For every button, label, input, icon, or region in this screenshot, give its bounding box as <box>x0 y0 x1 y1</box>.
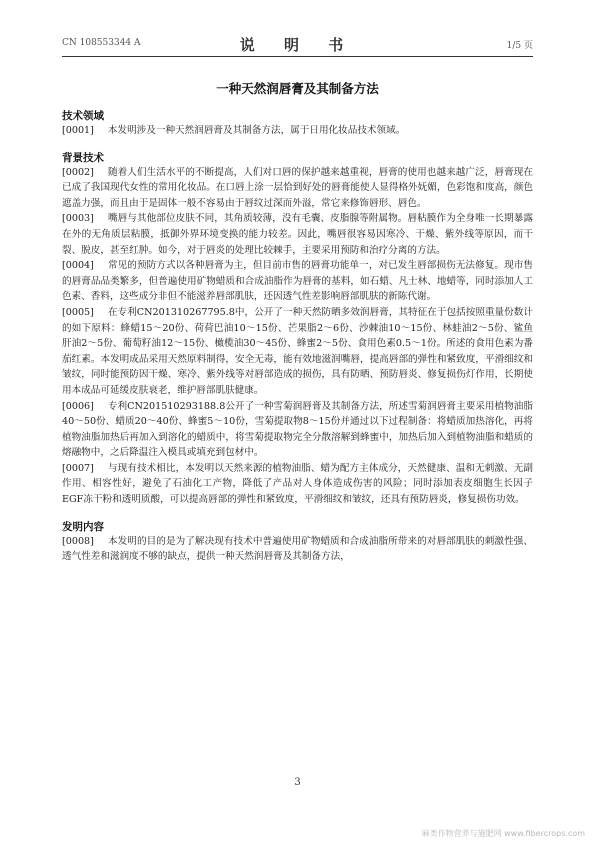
paragraph-number: [0008] <box>62 535 94 547</box>
document-body <box>62 109 533 565</box>
site-watermark: 麻类作物营养与施肥网 www.fibercrops.com <box>421 829 585 838</box>
paragraph-number: [0004] <box>62 260 94 272</box>
paragraph-0008 <box>62 534 533 565</box>
page-number: 3 <box>294 777 301 788</box>
paragraph-text: 本发明涉及一种天然润唇膏及其制备方法，属于日用化妆品技术领域。 <box>107 125 406 136</box>
header-divider <box>62 56 533 57</box>
paragraph-0004 <box>62 258 533 305</box>
section-heading-background: 背景技术 <box>62 151 104 164</box>
doc-number: CN 108553344 A <box>62 38 141 48</box>
paragraph-number: [0002] <box>62 166 94 178</box>
paragraph-number: [0003] <box>62 213 94 225</box>
paragraph-0003 <box>62 211 533 258</box>
page-header <box>62 34 533 54</box>
paragraph-text: 与现有技术相比，本发明以天然来源的植物油脂、蜡为配方主体成分，天然健康、温和无刺激、无副作用、相容性好，避免了石油化工产物，降低了产品对人身体造成伤害的风险；同时添加表皮细胞生长因子EGF冻干粉和透明质酸，可以提高唇部的弹性和紧致度，平滑细纹和皱纹，还具有预防唇炎，修复损伤功效。 <box>62 462 533 506</box>
paragraph-number: [0006] <box>62 400 94 412</box>
paragraph-0007 <box>62 461 533 508</box>
paragraph-number: [0007] <box>62 462 94 474</box>
paragraph-0001 <box>62 123 533 139</box>
page-fraction: 1/5 页 <box>506 41 533 51</box>
paragraph-number: [0005] <box>62 306 94 318</box>
section-heading-tech-field: 技术领域 <box>62 110 104 122</box>
paragraph-0002 <box>62 165 533 212</box>
paragraph-text: 在专利CN201310267795.8中，公开了一种天然防晒多效润唇膏，其特征在于包括按照重量份数计的如下原料：蜂蜡15～20份、荷荷巴油10～15份、芒果脂2～6份、沙棘油10～15份、林蛙油2～5份、鲨鱼肝油2～5份、葡萄籽油12～15份、橄榄油30～45份、蜂蜜2～5份、食用色素0.5～1份。所述的食用色素为番茄红素。本发明成品采用天然原料制得，安全无毒，能有效地滋润嘴唇，提高唇部的弹性和紧致度，平滑细纹和皱纹，同时能预防因干燥、寒冷、紫外线等对唇部造成的损伤，具有防晒、预防唇炎、修复损伤灯作用，长期使用本成品可延缓皮肤衰老，维护唇部肌肤健康。 <box>62 306 533 396</box>
paragraph-0005 <box>62 305 533 399</box>
paragraph-0006 <box>62 399 533 461</box>
paragraph-number: [0001] <box>62 125 94 136</box>
document-title: 一种天然润唇膏及其制备方法 <box>216 81 379 96</box>
doc-type-label: 说 明 书 <box>239 36 356 54</box>
paragraph-text: 嘴唇与其他部位皮肤不同，其角质较薄，没有毛囊、皮脂腺等附属物。唇粘膜作为全身唯一长期暴露在外的无角质层粘膜，抵御外界环境变换的能力较差。因此，嘴唇很容易因寒冷、干燥、紫外线等原因，而干裂、脱皮，甚至红肿。如今，对于唇炎的处理比较棘手，主要采用预防和治疗分离的方法。 <box>62 213 533 256</box>
paragraph-text: 随着人们生活水平的不断提高，人们对口唇的保护越来越重视，唇膏的使用也越来越广泛，唇膏现在已成了我国现代女性的常用化妆品。在口唇上涂一层恰到好处的唇膏能使人显得格外妩媚，色彩饱和度高，颜色遮盖力强，而且由于是固体一般不容易由于唇纹过深而外溢，常它来修饰唇形、唇色。 <box>62 166 533 209</box>
section-heading-summary: 发明内容 <box>62 520 104 533</box>
paragraph-text: 本发明的目的是为了解决现有技术中普遍使用矿物蜡质和合成油脂所带来的对唇部肌肤的刺激性强、透气性差和滋润度不够的缺点，提供一种天然润唇膏及其制备方法， <box>62 535 533 563</box>
paragraph-text: 专利CN201510293188.8公开了一种雪菊润唇膏及其制备方法，所述雪菊润唇膏主要采用植物油脂40～50份、蜡质20～40份、蜂蜜5～10份，雪菊提取物8～15份并通过以下过程制备：将蜡质加热溶化，再将植物油脂加热后再加入到溶化的蜡质中，将雪菊提取物完全分散溶解到蜂蜜中，加热后加入到植物油脂和蜡质的熔融物中，之后降温注入模具或填充到包材中。 <box>62 400 533 459</box>
paragraph-text: 常见的预防方式以各种唇膏为主，但目前市售的唇膏功能单一，对已发生唇部损伤无法修复。现市售的唇膏品品类繁多，但普遍使用矿物蜡质和合成油脂作为唇膏的基料，如石蜡、凡士林、地蜡等，同时添加人工色素、香料，这些成分非但不能滋养唇部肌肤，还因透气性差影响唇部肌肤的新陈代谢。 <box>62 260 533 303</box>
